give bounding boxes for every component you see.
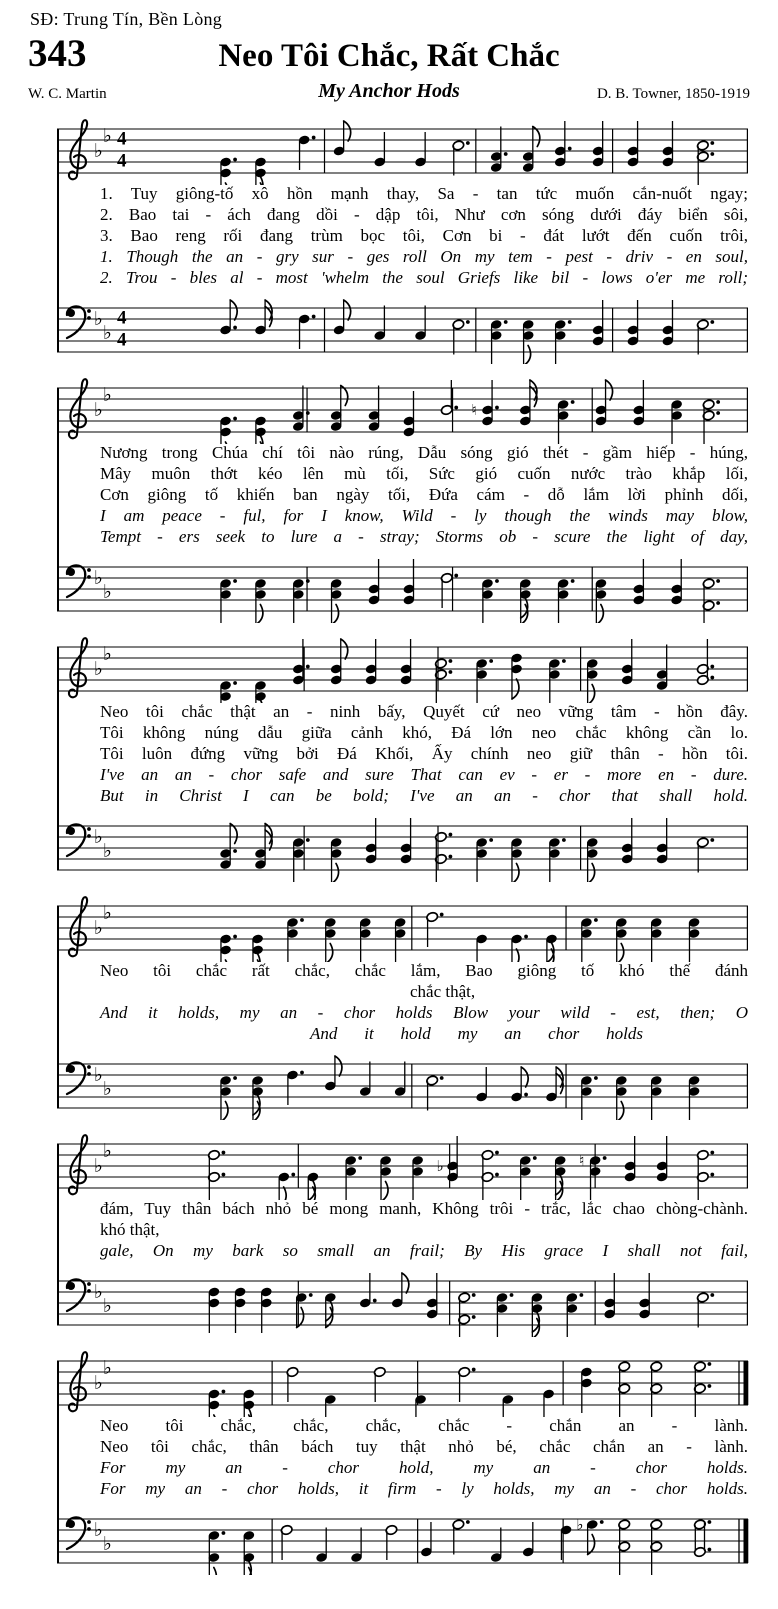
svg-text:4: 4	[117, 329, 127, 351]
svg-text:♭: ♭	[94, 658, 103, 680]
system-1	[0, 111, 778, 364]
svg-text:♭: ♭	[103, 322, 112, 344]
svg-text:4: 4	[117, 307, 127, 329]
treble-staff	[57, 888, 749, 962]
svg-text:♮: ♮	[471, 401, 477, 419]
bass-staff	[57, 808, 749, 882]
treble-staff	[57, 1126, 749, 1200]
svg-text:♭: ♭	[103, 1295, 112, 1317]
svg-text:♭: ♭	[576, 1515, 584, 1534]
svg-text:♭: ♭	[94, 567, 103, 589]
svg-text:♭: ♭	[94, 1519, 103, 1541]
svg-text:♭: ♭	[94, 1064, 103, 1086]
svg-text:♭: ♭	[94, 308, 103, 330]
svg-text:♭: ♭	[103, 1357, 112, 1379]
svg-text:♭: ♭	[103, 581, 112, 603]
svg-text:♭: ♭	[94, 1155, 103, 1177]
lyric-line: chắc thật,	[410, 982, 476, 1001]
lyric-line: Neo tôi chắc, chắc, chắc, chắc - chắn an - lành.	[100, 1416, 748, 1435]
lyric-line: For my an - chor hold, my an - chor holds.	[100, 1458, 748, 1477]
lyric-line: I've an an - chor safe and sure That can ev - er - more en - dure.	[100, 765, 748, 784]
svg-text:♭: ♭	[94, 917, 103, 939]
treble-staff	[57, 370, 749, 444]
lyrics-block	[100, 1198, 748, 1261]
svg-text:♭: ♭	[103, 384, 112, 406]
bass-staff	[57, 1263, 749, 1337]
bass-staff	[57, 290, 749, 364]
system-3	[0, 629, 778, 882]
lyric-line: And it hold my an chor holds	[310, 1024, 643, 1043]
lyric-line: 3. Bao reng rối đang trùm bọc tôi, Cơn bi - đát lướt đến cuốn trôi,	[100, 226, 748, 245]
bass-staff	[57, 1501, 749, 1575]
lyrics-block	[100, 1415, 748, 1499]
lyric-line: Neo tôi chắc rất chắc, chắc lắm, Bao giông tố khó thế đánh	[100, 961, 748, 980]
treble-staff	[57, 629, 749, 703]
lyric-line: Tôi luôn đứng vững bởi Đá Khối, Ấy chính neo giữ thân - hồn tôi.	[100, 744, 748, 763]
svg-text:♭: ♭	[103, 902, 112, 924]
byline-row	[0, 80, 778, 103]
svg-text:4: 4	[117, 128, 127, 150]
svg-text:4: 4	[117, 150, 127, 172]
hymn-title: Neo Tôi Chắc, Rất Chắc	[218, 38, 560, 74]
system-2	[0, 370, 778, 623]
svg-text:♭: ♭	[436, 1157, 444, 1175]
lyric-line: I am peace - ful, for I know, Wild - ly though the winds may blow,	[100, 506, 748, 525]
bass-staff	[57, 1046, 749, 1120]
lyric-line: khó thật,	[100, 1220, 160, 1239]
svg-text:♭: ♭	[103, 1533, 112, 1555]
hymn-subtitle: My Anchor Hods	[318, 80, 460, 102]
hymn-number: 343	[28, 32, 87, 75]
music-systems	[0, 111, 778, 1575]
treble-staff	[57, 1343, 749, 1417]
lyricist-credit: W. C. Martin	[28, 86, 107, 102]
lyrics-block	[100, 183, 748, 288]
svg-text:♭: ♭	[103, 125, 112, 147]
lyric-line: But in Christ I can be bold; I've an an - chor that shall hold.	[100, 786, 748, 805]
svg-text:♭: ♭	[94, 140, 103, 162]
svg-text:♭: ♭	[103, 643, 112, 665]
lyric-line: 2. Bao tai - ách đang dồi - dập tôi, Như cơn sóng dưới đáy biển sôi,	[100, 205, 748, 224]
svg-text:♭: ♭	[94, 399, 103, 421]
lyric-line: 2. Trou - bles al - most 'whelm the soul Griefs like bil - lows o'er me roll;	[100, 268, 748, 287]
svg-text:♭: ♭	[94, 826, 103, 848]
svg-text:♭: ♭	[103, 1078, 112, 1100]
svg-text:♭: ♭	[103, 840, 112, 862]
lyric-line: Tempt - ers seek to lure a - stray; Storms ob - scure the light of day,	[100, 527, 748, 546]
lyrics-block	[100, 960, 748, 1044]
svg-text:♮: ♮	[579, 1151, 585, 1170]
lyrics-block	[100, 701, 748, 806]
lyric-line: đám, Tuy thân bách nhỏ bé mong manh, Không trôi - trắc, lắc chao chòng-chành.	[100, 1199, 748, 1218]
bass-staff	[57, 549, 749, 623]
system-6	[0, 1343, 778, 1575]
svg-text:♭: ♭	[94, 1372, 103, 1394]
title-row	[0, 34, 778, 80]
lyric-line: Neo tôi chắc thật an - ninh bấy, Quyết cứ neo vững tâm - hồn đây.	[100, 702, 748, 721]
hymn-page	[0, 9, 778, 1609]
lyric-line: Tôi không núng dẫu giữa cảnh khó, Đá lớn neo chắc không cần lo.	[100, 723, 748, 742]
lyric-line: Mây muôn thớt kéo lên mù tối, Sức gió cuốn nước trào khắp lối,	[100, 464, 748, 483]
svg-text:♭: ♭	[103, 1140, 112, 1162]
composer-credit: D. B. Towner, 1850-1919	[596, 86, 750, 102]
lyric-line: For my an - chor holds, it firm - ly holds, my an - chor holds.	[100, 1479, 748, 1498]
lyric-line: 1. Tuy giông-tố xô hồn mạnh thay, Sa - tan tức muốn cắn-nuốt ngay;	[100, 184, 748, 203]
lyric-line: And it holds, my an - chor holds Blow your wild - est, then; O	[100, 1003, 748, 1022]
svg-text:♭: ♭	[94, 1281, 103, 1303]
treble-staff	[57, 111, 749, 185]
lyric-line: gale, On my bark so small an frail; By His grace I shall not fail,	[100, 1241, 748, 1260]
lyrics-block	[100, 442, 748, 547]
lyric-line: Cơn giông tố khiến ban ngày tối, Đứa cám - dỗ lắm lời phỉnh dối,	[100, 485, 748, 504]
system-4	[0, 888, 778, 1120]
lyric-line: 1. Though the an - gry sur - ges roll On my tem - pest - driv - en soul,	[100, 247, 748, 266]
lyric-line: Nương trong Chúa chí tôi nào rúng, Dẫu sóng gió thét - gầm hiếp - húng,	[100, 443, 748, 462]
lyric-line: Neo tôi chắc, thân bách tuy thật nhỏ bé, chắc chắn an - lành.	[100, 1437, 748, 1456]
system-5	[0, 1126, 778, 1337]
topic-label: SĐ: Trung Tín, Bền Lòng	[30, 9, 223, 29]
